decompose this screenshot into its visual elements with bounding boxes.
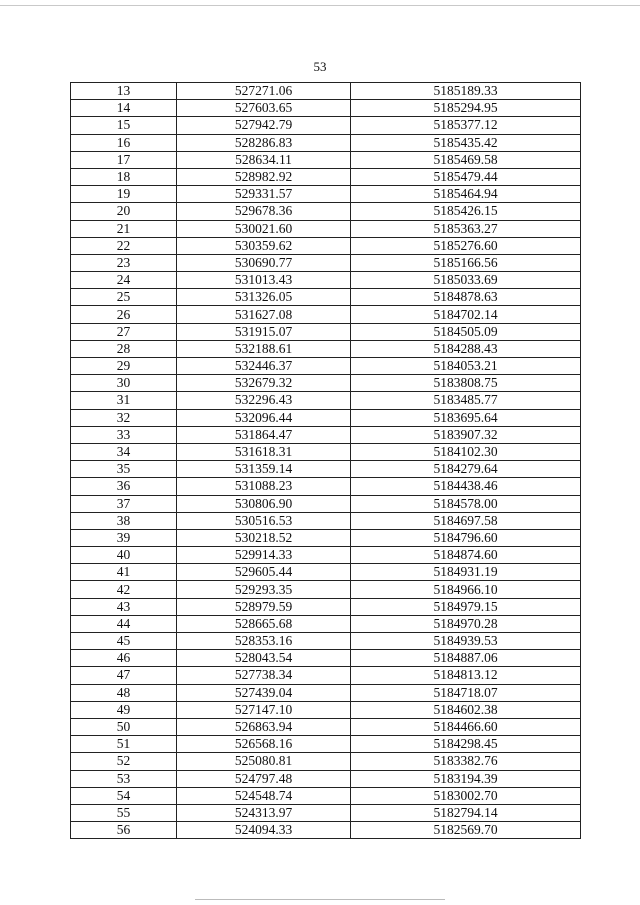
y-coordinate-cell: 5185363.27 — [351, 220, 581, 237]
x-coordinate-cell: 532188.61 — [177, 340, 351, 357]
table-row — [71, 461, 581, 478]
y-coordinate-cell: 5184578.00 — [351, 495, 581, 512]
x-coordinate-cell: 527147.10 — [177, 701, 351, 718]
x-coordinate-cell: 527271.06 — [177, 83, 351, 100]
x-coordinate-cell: 532296.43 — [177, 392, 351, 409]
y-coordinate-cell: 5184288.43 — [351, 340, 581, 357]
x-coordinate-cell: 531088.23 — [177, 478, 351, 495]
y-coordinate-cell: 5184718.07 — [351, 684, 581, 701]
point-number-cell: 56 — [71, 822, 177, 839]
point-number-cell: 33 — [71, 426, 177, 443]
coordinates-table — [70, 82, 581, 839]
y-coordinate-cell: 5184796.60 — [351, 529, 581, 546]
table-row — [71, 117, 581, 134]
x-coordinate-cell: 527439.04 — [177, 684, 351, 701]
table-row — [71, 168, 581, 185]
y-coordinate-cell: 5184466.60 — [351, 718, 581, 735]
x-coordinate-cell: 526568.16 — [177, 736, 351, 753]
x-coordinate-cell: 532096.44 — [177, 409, 351, 426]
table-row — [71, 306, 581, 323]
scan-bottom-edge — [195, 899, 445, 900]
table-row — [71, 495, 581, 512]
point-number-cell: 53 — [71, 770, 177, 787]
y-coordinate-cell: 5185479.44 — [351, 168, 581, 185]
y-coordinate-cell: 5184970.28 — [351, 615, 581, 632]
table-row — [71, 736, 581, 753]
table-row — [71, 787, 581, 804]
point-number-cell: 29 — [71, 358, 177, 375]
point-number-cell: 14 — [71, 100, 177, 117]
y-coordinate-cell: 5184298.45 — [351, 736, 581, 753]
table-row — [71, 547, 581, 564]
point-number-cell: 34 — [71, 443, 177, 460]
table-row — [71, 443, 581, 460]
y-coordinate-cell: 5183382.76 — [351, 753, 581, 770]
x-coordinate-cell: 527942.79 — [177, 117, 351, 134]
x-coordinate-cell: 529914.33 — [177, 547, 351, 564]
y-coordinate-cell: 5184053.21 — [351, 358, 581, 375]
table-row — [71, 340, 581, 357]
table-row — [71, 770, 581, 787]
point-number-cell: 21 — [71, 220, 177, 237]
table-row — [71, 83, 581, 100]
table-row — [71, 289, 581, 306]
table-row — [71, 615, 581, 632]
point-number-cell: 18 — [71, 168, 177, 185]
y-coordinate-cell: 5184878.63 — [351, 289, 581, 306]
point-number-cell: 15 — [71, 117, 177, 134]
x-coordinate-cell: 530359.62 — [177, 237, 351, 254]
y-coordinate-cell: 5185276.60 — [351, 237, 581, 254]
y-coordinate-cell: 5184102.30 — [351, 443, 581, 460]
x-coordinate-cell: 529678.36 — [177, 203, 351, 220]
y-coordinate-cell: 5185294.95 — [351, 100, 581, 117]
point-number-cell: 49 — [71, 701, 177, 718]
x-coordinate-cell: 524313.97 — [177, 804, 351, 821]
table-row — [71, 753, 581, 770]
x-coordinate-cell: 528353.16 — [177, 633, 351, 650]
y-coordinate-cell: 5183907.32 — [351, 426, 581, 443]
x-coordinate-cell: 524548.74 — [177, 787, 351, 804]
x-coordinate-cell: 531627.08 — [177, 306, 351, 323]
y-coordinate-cell: 5183194.39 — [351, 770, 581, 787]
y-coordinate-cell: 5185377.12 — [351, 117, 581, 134]
table-row — [71, 529, 581, 546]
table-row — [71, 151, 581, 168]
table-row — [71, 409, 581, 426]
x-coordinate-cell: 528634.11 — [177, 151, 351, 168]
x-coordinate-cell: 528665.68 — [177, 615, 351, 632]
table-row — [71, 203, 581, 220]
table-row — [71, 134, 581, 151]
y-coordinate-cell: 5184602.38 — [351, 701, 581, 718]
table-row — [71, 426, 581, 443]
y-coordinate-cell: 5184438.46 — [351, 478, 581, 495]
table-row — [71, 822, 581, 839]
table-row — [71, 718, 581, 735]
x-coordinate-cell: 532679.32 — [177, 375, 351, 392]
y-coordinate-cell: 5184939.53 — [351, 633, 581, 650]
y-coordinate-cell: 5184874.60 — [351, 547, 581, 564]
point-number-cell: 51 — [71, 736, 177, 753]
y-coordinate-cell: 5183808.75 — [351, 375, 581, 392]
x-coordinate-cell: 531915.07 — [177, 323, 351, 340]
point-number-cell: 41 — [71, 564, 177, 581]
scan-top-edge — [0, 5, 640, 6]
point-number-cell: 22 — [71, 237, 177, 254]
point-number-cell: 45 — [71, 633, 177, 650]
point-number-cell: 26 — [71, 306, 177, 323]
point-number-cell: 43 — [71, 598, 177, 615]
table-row — [71, 598, 581, 615]
x-coordinate-cell: 529331.57 — [177, 186, 351, 203]
table-row — [71, 564, 581, 581]
x-coordinate-cell: 527738.34 — [177, 667, 351, 684]
y-coordinate-cell: 5183485.77 — [351, 392, 581, 409]
x-coordinate-cell: 526863.94 — [177, 718, 351, 735]
x-coordinate-cell: 531326.05 — [177, 289, 351, 306]
y-coordinate-cell: 5185469.58 — [351, 151, 581, 168]
point-number-cell: 48 — [71, 684, 177, 701]
y-coordinate-cell: 5185464.94 — [351, 186, 581, 203]
x-coordinate-cell: 531359.14 — [177, 461, 351, 478]
table-row — [71, 633, 581, 650]
table-row — [71, 100, 581, 117]
x-coordinate-cell: 525080.81 — [177, 753, 351, 770]
y-coordinate-cell: 5184931.19 — [351, 564, 581, 581]
y-coordinate-cell: 5185426.15 — [351, 203, 581, 220]
point-number-cell: 31 — [71, 392, 177, 409]
x-coordinate-cell: 524797.48 — [177, 770, 351, 787]
point-number-cell: 17 — [71, 151, 177, 168]
point-number-cell: 24 — [71, 272, 177, 289]
table-row — [71, 478, 581, 495]
point-number-cell: 40 — [71, 547, 177, 564]
point-number-cell: 27 — [71, 323, 177, 340]
table-row — [71, 254, 581, 271]
table-row — [71, 512, 581, 529]
y-coordinate-cell: 5185033.69 — [351, 272, 581, 289]
x-coordinate-cell: 527603.65 — [177, 100, 351, 117]
x-coordinate-cell: 530021.60 — [177, 220, 351, 237]
y-coordinate-cell: 5182569.70 — [351, 822, 581, 839]
x-coordinate-cell: 529293.35 — [177, 581, 351, 598]
table-row — [71, 323, 581, 340]
table-row — [71, 237, 581, 254]
point-number-cell: 16 — [71, 134, 177, 151]
x-coordinate-cell: 530690.77 — [177, 254, 351, 271]
x-coordinate-cell: 528043.54 — [177, 650, 351, 667]
point-number-cell: 19 — [71, 186, 177, 203]
x-coordinate-cell: 532446.37 — [177, 358, 351, 375]
table-row — [71, 220, 581, 237]
table-row — [71, 684, 581, 701]
x-coordinate-cell: 529605.44 — [177, 564, 351, 581]
x-coordinate-cell: 531864.47 — [177, 426, 351, 443]
x-coordinate-cell: 528286.83 — [177, 134, 351, 151]
x-coordinate-cell: 528979.59 — [177, 598, 351, 615]
table-row — [71, 186, 581, 203]
point-number-cell: 13 — [71, 83, 177, 100]
point-number-cell: 30 — [71, 375, 177, 392]
x-coordinate-cell: 524094.33 — [177, 822, 351, 839]
y-coordinate-cell: 5184702.14 — [351, 306, 581, 323]
y-coordinate-cell: 5184979.15 — [351, 598, 581, 615]
y-coordinate-cell: 5184697.58 — [351, 512, 581, 529]
point-number-cell: 36 — [71, 478, 177, 495]
coordinates-table-body — [71, 83, 581, 839]
table-row — [71, 375, 581, 392]
table-row — [71, 650, 581, 667]
y-coordinate-cell: 5184813.12 — [351, 667, 581, 684]
y-coordinate-cell: 5183695.64 — [351, 409, 581, 426]
point-number-cell: 37 — [71, 495, 177, 512]
point-number-cell: 23 — [71, 254, 177, 271]
point-number-cell: 42 — [71, 581, 177, 598]
point-number-cell: 44 — [71, 615, 177, 632]
table-row — [71, 358, 581, 375]
table-row — [71, 701, 581, 718]
y-coordinate-cell: 5184505.09 — [351, 323, 581, 340]
point-number-cell: 25 — [71, 289, 177, 306]
y-coordinate-cell: 5182794.14 — [351, 804, 581, 821]
y-coordinate-cell: 5184887.06 — [351, 650, 581, 667]
point-number-cell: 39 — [71, 529, 177, 546]
page-number: 53 — [313, 59, 327, 74]
y-coordinate-cell: 5184279.64 — [351, 461, 581, 478]
y-coordinate-cell: 5184966.10 — [351, 581, 581, 598]
x-coordinate-cell: 530806.90 — [177, 495, 351, 512]
x-coordinate-cell: 531618.31 — [177, 443, 351, 460]
y-coordinate-cell: 5185189.33 — [351, 83, 581, 100]
table-row — [71, 581, 581, 598]
point-number-cell: 38 — [71, 512, 177, 529]
point-number-cell: 54 — [71, 787, 177, 804]
point-number-cell: 32 — [71, 409, 177, 426]
table-row — [71, 804, 581, 821]
table-row — [71, 392, 581, 409]
point-number-cell: 50 — [71, 718, 177, 735]
point-number-cell: 46 — [71, 650, 177, 667]
point-number-cell: 28 — [71, 340, 177, 357]
point-number-cell: 47 — [71, 667, 177, 684]
x-coordinate-cell: 530218.52 — [177, 529, 351, 546]
table-row — [71, 272, 581, 289]
point-number-cell: 52 — [71, 753, 177, 770]
x-coordinate-cell: 531013.43 — [177, 272, 351, 289]
point-number-cell: 55 — [71, 804, 177, 821]
table-row — [71, 667, 581, 684]
x-coordinate-cell: 528982.92 — [177, 168, 351, 185]
y-coordinate-cell: 5185166.56 — [351, 254, 581, 271]
x-coordinate-cell: 530516.53 — [177, 512, 351, 529]
y-coordinate-cell: 5185435.42 — [351, 134, 581, 151]
point-number-cell: 35 — [71, 461, 177, 478]
point-number-cell: 20 — [71, 203, 177, 220]
y-coordinate-cell: 5183002.70 — [351, 787, 581, 804]
